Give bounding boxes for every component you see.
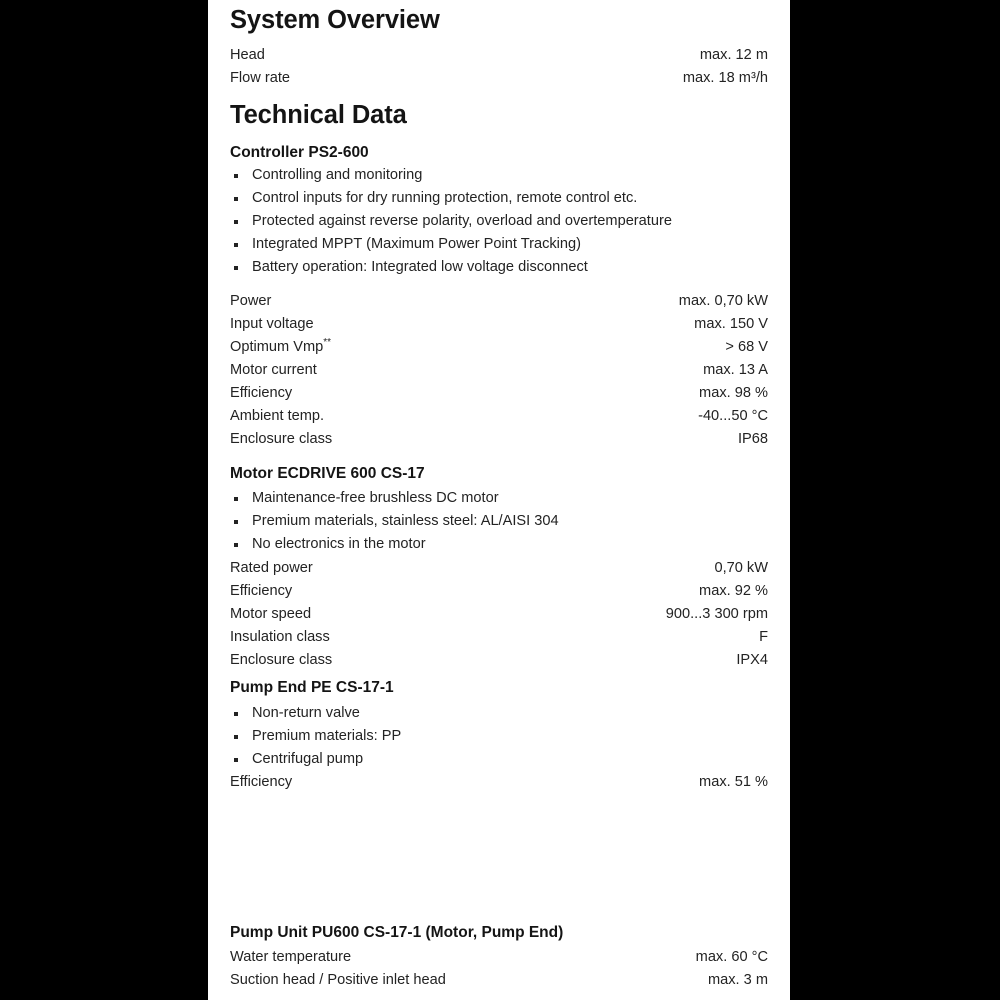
spec-value: -40...50 °C — [698, 408, 768, 424]
spec-row — [230, 580, 768, 603]
spec-value: > 68 V — [725, 339, 768, 355]
list-item-label: No electronics in the motor — [252, 536, 426, 552]
list-item-label: Centrifugal pump — [252, 751, 364, 767]
square-bullet-icon — [234, 243, 238, 247]
square-bullet-icon — [234, 266, 238, 270]
spec-label: Rated power — [230, 560, 313, 576]
spec-row — [230, 313, 768, 336]
list-item-label: Protected against reverse polarity, overload and overtemperature — [252, 213, 672, 229]
spec-label — [230, 336, 331, 359]
system-overview-section — [230, 8, 768, 34]
list-item-label: Battery operation: Integrated low voltage disconnect — [252, 259, 588, 275]
spec-value: max. 60 °C — [695, 949, 768, 965]
square-bullet-icon — [234, 712, 238, 716]
spec-label: Input voltage — [230, 316, 314, 332]
spec-row — [230, 771, 768, 794]
square-bullet-icon — [234, 543, 238, 547]
spec-row — [230, 969, 768, 992]
square-bullet-icon — [234, 520, 238, 524]
spec-label: Insulation class — [230, 629, 330, 645]
spec-label: Flow rate — [230, 70, 291, 86]
spec-label-text: Optimum Vmp — [230, 339, 324, 355]
motor-heading: Motor ECDRIVE 600 CS-17 — [230, 465, 425, 482]
spec-label: Efficiency — [230, 774, 293, 790]
list-item — [230, 210, 768, 233]
pump-end-specs — [230, 771, 768, 794]
spec-label-footnote-marker: ** — [323, 337, 332, 349]
spec-label: Head — [230, 47, 265, 63]
square-bullet-icon — [234, 758, 238, 762]
motor-bullets — [230, 487, 768, 556]
letterbox-band-right — [790, 0, 1000, 1000]
spec-label: Enclosure class — [230, 431, 333, 447]
spec-row — [230, 336, 768, 359]
square-bullet-icon — [234, 735, 238, 739]
spec-row — [230, 626, 768, 649]
list-item — [230, 725, 768, 748]
list-item — [230, 256, 768, 279]
spec-label: Suction head / Positive inlet head — [230, 972, 446, 988]
spec-label: Power — [230, 293, 272, 309]
square-bullet-icon — [234, 174, 238, 178]
list-item — [230, 164, 768, 187]
spec-value: max. 18 m³/h — [682, 70, 768, 86]
spec-row — [230, 557, 768, 580]
list-item-label: Premium materials, stainless steel: AL/AISI 304 — [252, 513, 559, 529]
spec-label: Efficiency — [230, 583, 293, 599]
pump-unit-heading: Pump Unit PU600 CS-17-1 (Motor, Pump End) — [230, 924, 564, 941]
controller-heading-wrap — [230, 145, 768, 161]
motor-specs — [230, 557, 768, 672]
spec-value: 900...3 300 rpm — [665, 606, 768, 622]
list-item-label: Non-return valve — [252, 705, 360, 721]
list-item-label: Maintenance-free brushless DC motor — [252, 490, 499, 506]
spec-value: max. 51 % — [699, 774, 768, 790]
spec-value: IP68 — [737, 431, 768, 447]
list-item — [230, 487, 768, 510]
list-item — [230, 748, 768, 771]
spec-value: max. 0,70 kW — [678, 293, 768, 309]
controller-specs — [230, 290, 768, 451]
spec-value: max. 150 V — [694, 316, 768, 332]
spec-label: Motor current — [230, 362, 317, 378]
square-bullet-icon — [234, 220, 238, 224]
pump-end-bullets — [230, 702, 768, 771]
motor-heading-wrap — [230, 466, 768, 482]
spec-row — [230, 405, 768, 428]
list-item-label: Controlling and monitoring — [252, 167, 423, 183]
controller-bullets — [230, 164, 768, 279]
spec-label: Ambient temp. — [230, 408, 325, 424]
spec-value: 0,70 kW — [714, 560, 768, 576]
spec-row — [230, 649, 768, 672]
spec-label: Enclosure class — [230, 652, 333, 668]
list-item-label: Integrated MPPT (Maximum Power Point Tracking) — [252, 236, 582, 252]
spec-row — [230, 290, 768, 313]
spec-row — [230, 359, 768, 382]
spec-value: max. 3 m — [707, 972, 768, 988]
pump-unit-specs — [230, 946, 768, 992]
list-item — [230, 233, 768, 256]
spec-label: Water temperature — [230, 949, 352, 965]
system-overview-specs — [230, 44, 768, 90]
spec-value: F — [759, 629, 768, 645]
technical-data-section — [230, 103, 768, 129]
spec-row — [230, 603, 768, 626]
spec-value: max. 92 % — [699, 583, 768, 599]
pump-end-heading-wrap — [230, 680, 768, 696]
system-overview-title: System Overview — [230, 6, 440, 34]
spec-value: max. 12 m — [699, 47, 768, 63]
square-bullet-icon — [234, 497, 238, 501]
spec-value: max. 13 A — [703, 362, 768, 378]
spec-value: max. 98 % — [699, 385, 768, 401]
pump-end-heading: Pump End PE CS-17-1 — [230, 679, 394, 696]
list-item — [230, 533, 768, 556]
spec-row — [230, 44, 768, 67]
pump-unit-heading-wrap — [230, 925, 768, 941]
list-item-label: Premium materials: PP — [252, 728, 402, 744]
list-item-label: Control inputs for dry running protection, remote control etc. — [252, 190, 638, 206]
technical-data-title: Technical Data — [230, 101, 407, 129]
spec-label: Efficiency — [230, 385, 293, 401]
square-bullet-icon — [234, 197, 238, 201]
spec-row — [230, 382, 768, 405]
document-page — [208, 0, 790, 1000]
controller-heading: Controller PS2-600 — [230, 144, 369, 161]
spec-label: Motor speed — [230, 606, 312, 622]
list-item — [230, 510, 768, 533]
letterbox-band-left — [0, 0, 208, 1000]
spec-row — [230, 946, 768, 969]
spec-row — [230, 428, 768, 451]
spec-row — [230, 67, 768, 90]
list-item — [230, 702, 768, 725]
spec-value: IPX4 — [736, 652, 768, 668]
list-item — [230, 187, 768, 210]
